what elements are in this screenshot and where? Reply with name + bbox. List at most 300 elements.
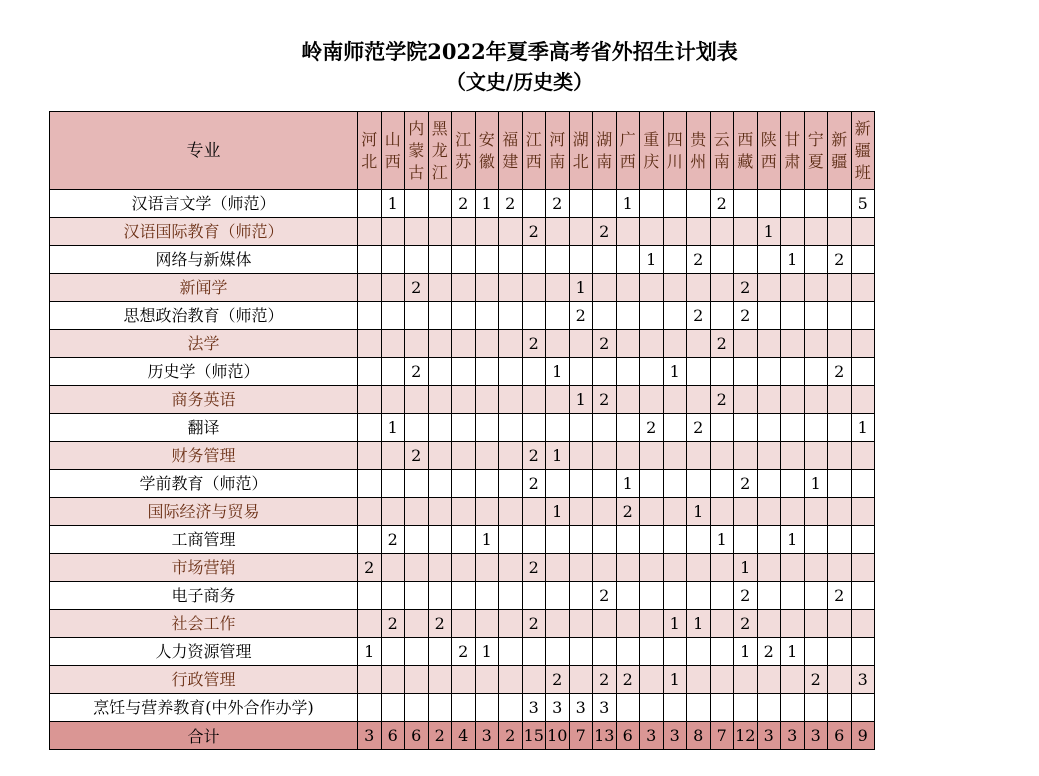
- quota-cell: [851, 218, 875, 246]
- quota-cell: [781, 666, 805, 694]
- quota-cell: [710, 582, 734, 610]
- province-header: 内蒙古: [405, 112, 429, 190]
- major-name: 市场营销: [50, 554, 358, 582]
- quota-cell: [405, 470, 429, 498]
- quota-cell: [452, 582, 476, 610]
- quota-cell: [546, 638, 570, 666]
- province-header: 河南: [546, 112, 570, 190]
- total-cell: 3: [640, 722, 664, 750]
- quota-cell: [358, 190, 382, 218]
- quota-cell: 2: [358, 554, 382, 582]
- quota-cell: [358, 666, 382, 694]
- table-row: [50, 554, 875, 582]
- major-name: 法学: [50, 330, 358, 358]
- quota-cell: [593, 358, 617, 386]
- quota-cell: 1: [687, 498, 711, 526]
- quota-cell: 1: [640, 246, 664, 274]
- quota-cell: [522, 638, 546, 666]
- quota-cell: [734, 498, 758, 526]
- quota-cell: [804, 358, 828, 386]
- quota-cell: [381, 246, 405, 274]
- quota-cell: [593, 274, 617, 302]
- quota-cell: [593, 302, 617, 330]
- quota-cell: 2: [710, 190, 734, 218]
- quota-cell: [781, 610, 805, 638]
- quota-cell: [569, 190, 593, 218]
- table-row: [50, 470, 875, 498]
- quota-cell: [522, 358, 546, 386]
- quota-cell: [851, 330, 875, 358]
- quota-cell: [687, 274, 711, 302]
- quota-cell: [475, 666, 499, 694]
- quota-cell: [640, 554, 664, 582]
- province-header: 西藏: [734, 112, 758, 190]
- quota-cell: [405, 218, 429, 246]
- quota-cell: [452, 358, 476, 386]
- quota-cell: 2: [546, 666, 570, 694]
- table-row: [50, 414, 875, 442]
- quota-cell: 2: [734, 610, 758, 638]
- quota-cell: 2: [522, 610, 546, 638]
- quota-cell: [616, 554, 640, 582]
- quota-cell: [663, 218, 687, 246]
- table-row: [50, 666, 875, 694]
- quota-cell: [616, 638, 640, 666]
- total-cell: 7: [569, 722, 593, 750]
- quota-cell: [616, 694, 640, 722]
- quota-cell: [616, 386, 640, 414]
- major-name: 电子商务: [50, 582, 358, 610]
- quota-cell: [616, 246, 640, 274]
- quota-cell: [522, 302, 546, 330]
- quota-cell: [663, 386, 687, 414]
- quota-cell: [687, 442, 711, 470]
- quota-cell: [358, 610, 382, 638]
- quota-cell: 2: [569, 302, 593, 330]
- quota-cell: 2: [734, 582, 758, 610]
- quota-cell: [381, 694, 405, 722]
- quota-cell: [475, 610, 499, 638]
- major-name: 国际经济与贸易: [50, 498, 358, 526]
- quota-cell: [499, 442, 523, 470]
- quota-cell: 1: [757, 218, 781, 246]
- total-cell: 3: [757, 722, 781, 750]
- quota-cell: [828, 610, 852, 638]
- quota-cell: [405, 694, 429, 722]
- quota-cell: [499, 414, 523, 442]
- quota-cell: [546, 526, 570, 554]
- quota-cell: 2: [452, 190, 476, 218]
- table-row: [50, 386, 875, 414]
- quota-cell: [851, 526, 875, 554]
- quota-cell: [663, 582, 687, 610]
- major-name: 新闻学: [50, 274, 358, 302]
- quota-cell: [640, 302, 664, 330]
- quota-cell: [804, 554, 828, 582]
- quota-cell: [546, 554, 570, 582]
- province-header: 黑龙江: [428, 112, 452, 190]
- quota-cell: [546, 386, 570, 414]
- quota-cell: 2: [593, 218, 617, 246]
- quota-cell: 1: [781, 526, 805, 554]
- quota-cell: [828, 666, 852, 694]
- quota-cell: [781, 218, 805, 246]
- quota-cell: [616, 442, 640, 470]
- quota-cell: [804, 694, 828, 722]
- quota-cell: [734, 414, 758, 442]
- quota-cell: 1: [616, 470, 640, 498]
- quota-cell: 1: [851, 414, 875, 442]
- quota-cell: [593, 470, 617, 498]
- quota-cell: [757, 442, 781, 470]
- quota-cell: 2: [522, 330, 546, 358]
- quota-cell: 1: [781, 246, 805, 274]
- quota-cell: [569, 638, 593, 666]
- quota-cell: [757, 386, 781, 414]
- quota-cell: 2: [804, 666, 828, 694]
- quota-cell: [428, 526, 452, 554]
- quota-cell: [734, 330, 758, 358]
- quota-cell: [475, 274, 499, 302]
- quota-cell: [546, 218, 570, 246]
- quota-cell: 1: [475, 526, 499, 554]
- quota-cell: [687, 638, 711, 666]
- quota-cell: [663, 330, 687, 358]
- quota-cell: [569, 526, 593, 554]
- quota-cell: [828, 526, 852, 554]
- quota-cell: [358, 414, 382, 442]
- quota-cell: [522, 666, 546, 694]
- quota-cell: [828, 498, 852, 526]
- quota-cell: [569, 610, 593, 638]
- quota-cell: [569, 582, 593, 610]
- quota-cell: [734, 190, 758, 218]
- quota-cell: 1: [475, 190, 499, 218]
- total-cell: 6: [828, 722, 852, 750]
- quota-cell: [499, 246, 523, 274]
- quota-cell: [452, 246, 476, 274]
- quota-cell: [640, 274, 664, 302]
- quota-cell: [757, 498, 781, 526]
- quota-cell: [734, 694, 758, 722]
- quota-cell: 2: [593, 330, 617, 358]
- major-name: 行政管理: [50, 666, 358, 694]
- major-name: 历史学（师范）: [50, 358, 358, 386]
- quota-cell: [499, 218, 523, 246]
- quota-cell: [757, 470, 781, 498]
- quota-cell: [593, 610, 617, 638]
- table-row: [50, 302, 875, 330]
- quota-cell: [593, 526, 617, 554]
- quota-cell: [616, 274, 640, 302]
- total-cell: 3: [358, 722, 382, 750]
- quota-cell: [428, 190, 452, 218]
- province-header: 宁夏: [804, 112, 828, 190]
- major-name: 学前教育（师范）: [50, 470, 358, 498]
- quota-cell: 1: [569, 274, 593, 302]
- quota-cell: [828, 330, 852, 358]
- quota-cell: [499, 610, 523, 638]
- quota-cell: [499, 302, 523, 330]
- quota-cell: [475, 442, 499, 470]
- quota-cell: [499, 554, 523, 582]
- quota-cell: [828, 190, 852, 218]
- province-header: 福建: [499, 112, 523, 190]
- quota-cell: [405, 526, 429, 554]
- quota-cell: 1: [687, 610, 711, 638]
- quota-cell: [358, 470, 382, 498]
- quota-cell: [522, 386, 546, 414]
- quota-cell: 2: [616, 498, 640, 526]
- quota-cell: 3: [593, 694, 617, 722]
- total-cell: 13: [593, 722, 617, 750]
- quota-cell: [358, 274, 382, 302]
- quota-cell: [828, 694, 852, 722]
- table-row: [50, 330, 875, 358]
- quota-cell: 2: [710, 386, 734, 414]
- total-cell: 8: [687, 722, 711, 750]
- quota-cell: [781, 554, 805, 582]
- quota-cell: [381, 582, 405, 610]
- quota-cell: 2: [757, 638, 781, 666]
- quota-cell: [381, 358, 405, 386]
- quota-cell: [475, 470, 499, 498]
- quota-cell: 3: [851, 666, 875, 694]
- quota-cell: [757, 610, 781, 638]
- quota-cell: [828, 470, 852, 498]
- quota-cell: [522, 414, 546, 442]
- quota-cell: [475, 218, 499, 246]
- quota-cell: 1: [663, 358, 687, 386]
- quota-cell: [546, 414, 570, 442]
- table-row: [50, 638, 875, 666]
- quota-cell: 1: [546, 498, 570, 526]
- quota-cell: [851, 582, 875, 610]
- quota-cell: 2: [593, 582, 617, 610]
- quota-cell: [781, 414, 805, 442]
- quota-cell: 1: [710, 526, 734, 554]
- quota-cell: [616, 414, 640, 442]
- quota-cell: 2: [428, 610, 452, 638]
- quota-cell: [851, 302, 875, 330]
- quota-cell: [757, 694, 781, 722]
- quota-cell: [428, 274, 452, 302]
- quota-cell: [499, 526, 523, 554]
- province-header: 四川: [663, 112, 687, 190]
- quota-cell: [804, 442, 828, 470]
- quota-cell: [851, 442, 875, 470]
- quota-cell: [710, 358, 734, 386]
- quota-cell: 2: [499, 190, 523, 218]
- quota-cell: [475, 302, 499, 330]
- quota-cell: [828, 302, 852, 330]
- quota-cell: 2: [687, 414, 711, 442]
- quota-cell: [616, 330, 640, 358]
- quota-cell: [405, 330, 429, 358]
- quota-cell: 2: [734, 470, 758, 498]
- quota-cell: 1: [663, 666, 687, 694]
- quota-cell: [757, 246, 781, 274]
- quota-cell: [428, 218, 452, 246]
- table-row: [50, 218, 875, 246]
- quota-cell: [428, 694, 452, 722]
- province-header: 湖南: [593, 112, 617, 190]
- table-row: [50, 190, 875, 218]
- quota-cell: [381, 470, 405, 498]
- quota-cell: 2: [616, 666, 640, 694]
- quota-cell: 2: [593, 666, 617, 694]
- quota-cell: [781, 274, 805, 302]
- quota-cell: [428, 246, 452, 274]
- quota-cell: 2: [381, 526, 405, 554]
- quota-cell: 2: [522, 218, 546, 246]
- quota-cell: [405, 582, 429, 610]
- quota-cell: [710, 638, 734, 666]
- quota-cell: [358, 582, 382, 610]
- quota-cell: [687, 582, 711, 610]
- quota-cell: [781, 470, 805, 498]
- quota-cell: [569, 218, 593, 246]
- quota-cell: [428, 470, 452, 498]
- quota-cell: 2: [734, 274, 758, 302]
- quota-cell: [616, 526, 640, 554]
- quota-cell: [616, 610, 640, 638]
- quota-cell: [710, 498, 734, 526]
- total-row: [50, 722, 875, 750]
- quota-cell: [381, 330, 405, 358]
- quota-cell: [851, 694, 875, 722]
- major-name: 工商管理: [50, 526, 358, 554]
- quota-cell: [710, 442, 734, 470]
- province-header: 陕西: [757, 112, 781, 190]
- quota-cell: [405, 498, 429, 526]
- total-cell: 6: [381, 722, 405, 750]
- quota-cell: [757, 274, 781, 302]
- quota-cell: [663, 498, 687, 526]
- quota-cell: [499, 638, 523, 666]
- province-header: 山西: [381, 112, 405, 190]
- quota-cell: [781, 386, 805, 414]
- total-cell: 12: [734, 722, 758, 750]
- quota-cell: [804, 498, 828, 526]
- quota-cell: [358, 246, 382, 274]
- quota-cell: [851, 610, 875, 638]
- major-name: 翻译: [50, 414, 358, 442]
- quota-cell: [546, 582, 570, 610]
- province-header: 甘肃: [781, 112, 805, 190]
- quota-cell: [405, 386, 429, 414]
- quota-cell: 1: [734, 638, 758, 666]
- quota-cell: [569, 414, 593, 442]
- quota-cell: [828, 414, 852, 442]
- quota-cell: [428, 638, 452, 666]
- quota-cell: [710, 470, 734, 498]
- total-cell: 6: [405, 722, 429, 750]
- quota-cell: [593, 498, 617, 526]
- major-name: 汉语国际教育（师范）: [50, 218, 358, 246]
- quota-cell: [452, 498, 476, 526]
- major-name: 人力资源管理: [50, 638, 358, 666]
- quota-cell: [381, 218, 405, 246]
- quota-cell: [546, 302, 570, 330]
- quota-cell: [499, 274, 523, 302]
- quota-cell: [687, 218, 711, 246]
- quota-cell: [663, 554, 687, 582]
- quota-cell: [828, 386, 852, 414]
- quota-cell: 1: [734, 554, 758, 582]
- quota-cell: [640, 638, 664, 666]
- quota-cell: [569, 554, 593, 582]
- quota-cell: [804, 218, 828, 246]
- quota-cell: 2: [734, 302, 758, 330]
- quota-cell: [452, 218, 476, 246]
- quota-cell: [569, 666, 593, 694]
- quota-cell: [569, 470, 593, 498]
- table-row: [50, 582, 875, 610]
- quota-cell: [851, 498, 875, 526]
- quota-cell: [569, 442, 593, 470]
- quota-cell: [710, 610, 734, 638]
- quota-cell: [452, 386, 476, 414]
- table-row: [50, 610, 875, 638]
- quota-cell: [569, 498, 593, 526]
- quota-cell: [499, 666, 523, 694]
- header-row: [50, 112, 875, 190]
- quota-cell: [687, 526, 711, 554]
- quota-cell: [546, 470, 570, 498]
- quota-cell: [475, 554, 499, 582]
- quota-cell: 1: [381, 190, 405, 218]
- quota-cell: [781, 694, 805, 722]
- quota-cell: 3: [546, 694, 570, 722]
- quota-cell: [522, 274, 546, 302]
- table-row: [50, 274, 875, 302]
- quota-cell: [593, 246, 617, 274]
- quota-cell: [663, 302, 687, 330]
- quota-cell: [734, 386, 758, 414]
- quota-cell: [452, 610, 476, 638]
- quota-cell: [663, 274, 687, 302]
- table-row: [50, 442, 875, 470]
- quota-cell: [781, 358, 805, 386]
- quota-cell: [710, 274, 734, 302]
- quota-cell: [734, 526, 758, 554]
- province-header: 新疆: [828, 112, 852, 190]
- quota-cell: 2: [522, 554, 546, 582]
- total-cell: 3: [663, 722, 687, 750]
- quota-cell: [616, 302, 640, 330]
- quota-cell: [757, 190, 781, 218]
- quota-cell: 2: [546, 190, 570, 218]
- quota-cell: [428, 330, 452, 358]
- quota-cell: [405, 610, 429, 638]
- quota-cell: [851, 554, 875, 582]
- quota-cell: [593, 638, 617, 666]
- quota-cell: [381, 442, 405, 470]
- quota-cell: [828, 218, 852, 246]
- quota-cell: [851, 638, 875, 666]
- province-header: 云南: [710, 112, 734, 190]
- quota-cell: [452, 554, 476, 582]
- province-header: 湖北: [569, 112, 593, 190]
- quota-cell: [358, 330, 382, 358]
- quota-cell: [781, 498, 805, 526]
- quota-cell: [640, 610, 664, 638]
- table-row: [50, 246, 875, 274]
- quota-cell: [428, 582, 452, 610]
- quota-cell: [687, 470, 711, 498]
- page-subtitle: （文史/历史类）: [445, 70, 594, 94]
